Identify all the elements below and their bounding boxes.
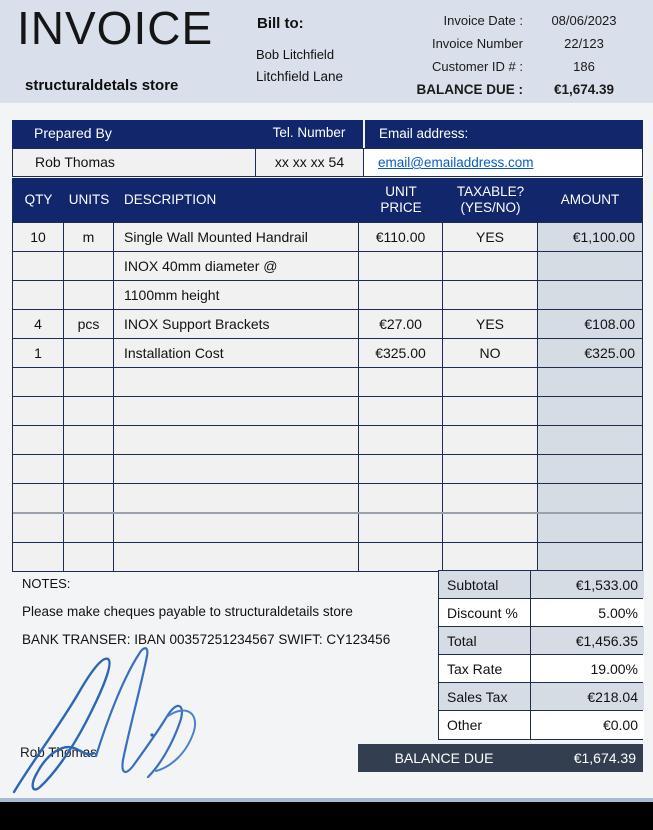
cell-units	[64, 252, 114, 280]
cell-qty: 10	[13, 223, 64, 251]
table-row-empty	[13, 542, 642, 571]
total-row	[439, 627, 642, 655]
items-table-header	[13, 178, 642, 222]
cell-amount	[538, 281, 642, 309]
balance-due-value: €1,674.39	[573, 750, 636, 766]
cell-description: INOX 40mm diameter @	[114, 252, 359, 280]
col-header-taxable: TAXABLE? (YES/NO)	[456, 183, 525, 215]
header-band	[0, 0, 653, 103]
table-row	[13, 309, 642, 338]
cell-taxable	[443, 252, 538, 280]
email-cell	[364, 149, 642, 176]
discount-row	[439, 599, 642, 627]
signer-name: Rob Thomas	[20, 745, 98, 760]
table-row-empty	[13, 425, 642, 454]
prepared-by-header	[12, 120, 643, 148]
notes-title: NOTES:	[22, 576, 71, 591]
tel-number-value: xx xx xx 54	[256, 149, 364, 176]
notes-bank-line: BANK TRANSER: IBAN 00357251234567 SWIFT: CY123456	[22, 632, 391, 647]
col-header-units: UNITS	[68, 191, 110, 207]
cell-description: 1100mm height	[114, 281, 359, 309]
discount-label: Discount %	[439, 599, 531, 626]
subtotal-row	[439, 571, 642, 599]
email-address-label: Email address:	[363, 120, 468, 148]
cell-taxable: YES	[443, 310, 538, 338]
sales-tax-row	[439, 683, 642, 711]
company-name: structuraldetals store	[25, 77, 179, 94]
balance-due-header-label: BALANCE DUE :	[416, 82, 523, 97]
table-row	[13, 251, 642, 280]
cell-qty: 1	[13, 339, 64, 367]
invoice-meta	[348, 10, 648, 102]
cell-qty	[13, 252, 64, 280]
cell-units	[64, 339, 114, 367]
tax-rate-label: Tax Rate	[439, 655, 531, 682]
cell-amount: €1,100.00	[538, 223, 642, 251]
meta-row-balance-due	[348, 79, 648, 102]
cell-unit-price	[359, 281, 443, 309]
cell-unit-price: €325.00	[359, 339, 443, 367]
cell-units: m	[64, 223, 114, 251]
footer-black-area	[0, 802, 653, 830]
col-header-amount: AMOUNT	[560, 191, 620, 207]
cell-units	[64, 281, 114, 309]
cell-taxable: YES	[443, 223, 538, 251]
cell-amount: €325.00	[538, 339, 642, 367]
meta-row-customer-id	[348, 56, 648, 79]
tax-rate-value: 19.00%	[531, 655, 644, 682]
other-label: Other	[439, 711, 531, 739]
page-title: INVOICE	[17, 2, 214, 54]
totals-table	[438, 570, 643, 740]
table-row-empty	[13, 367, 642, 396]
cell-amount: €108.00	[538, 310, 642, 338]
subtotal-label: Subtotal	[439, 571, 531, 598]
cell-description: INOX Support Brackets	[114, 310, 359, 338]
cell-unit-price	[359, 252, 443, 280]
col-header-unit-price: UNIT PRICE	[380, 183, 422, 215]
total-value: €1,456.35	[531, 627, 644, 654]
cell-qty: 4	[13, 310, 64, 338]
col-header-qty: QTY	[24, 191, 53, 207]
total-label: Total	[439, 627, 531, 654]
invoice-date-label: Invoice Date :	[443, 13, 523, 28]
invoice-number-value: 22/123	[564, 36, 604, 51]
bill-to-name: Bob Litchfield	[256, 47, 335, 62]
other-value: €0.00	[531, 711, 644, 739]
table-row-empty	[13, 396, 642, 425]
signature-scribble	[0, 636, 240, 796]
sales-tax-value: €218.04	[531, 683, 644, 710]
cell-unit-price: €27.00	[359, 310, 443, 338]
discount-value: 5.00%	[531, 599, 644, 626]
invoice-date-value: 08/06/2023	[551, 13, 617, 28]
invoice-number-label: Invoice Number	[431, 36, 523, 51]
tel-number-label: Tel. Number	[272, 125, 346, 140]
sales-tax-label: Sales Tax	[439, 683, 531, 710]
customer-id-label: Customer ID # :	[431, 59, 523, 74]
table-row	[13, 222, 642, 251]
bill-to-label: Bill to:	[257, 15, 304, 32]
items-table	[12, 178, 643, 572]
meta-row-invoice-date	[348, 10, 648, 33]
cell-description: Single Wall Mounted Handrail	[114, 223, 359, 251]
table-row	[13, 338, 642, 367]
balance-due-header-value: €1,674.39	[553, 82, 615, 97]
prepared-by-label: Prepared By	[34, 125, 112, 141]
customer-id-value: 186	[573, 59, 595, 74]
cell-units: pcs	[64, 310, 114, 338]
preparer-name: Rob Thomas	[13, 149, 256, 176]
other-row	[439, 711, 642, 739]
cell-amount	[538, 252, 642, 280]
balance-due-label: BALANCE DUE	[394, 750, 494, 766]
email-link[interactable]: email@emailaddress.com	[378, 155, 534, 170]
cell-taxable: NO	[443, 339, 538, 367]
meta-row-invoice-number	[348, 33, 648, 56]
table-row-empty	[13, 512, 642, 542]
col-header-description: DESCRIPTION	[124, 191, 217, 207]
balance-due-bar	[358, 744, 643, 772]
bill-to-address: Litchfield Lane	[256, 69, 344, 84]
cell-unit-price: €110.00	[359, 223, 443, 251]
notes-cheques-line: Please make cheques payable to structuraldetails store	[22, 604, 353, 619]
prepared-by-row	[12, 148, 643, 177]
table-row	[13, 280, 642, 309]
table-row-empty	[13, 483, 642, 512]
table-row-empty	[13, 454, 642, 483]
tax-rate-row	[439, 655, 642, 683]
cell-qty	[13, 281, 64, 309]
cell-taxable	[443, 281, 538, 309]
subtotal-value: €1,533.00	[531, 571, 644, 598]
cell-description: Installation Cost	[114, 339, 359, 367]
